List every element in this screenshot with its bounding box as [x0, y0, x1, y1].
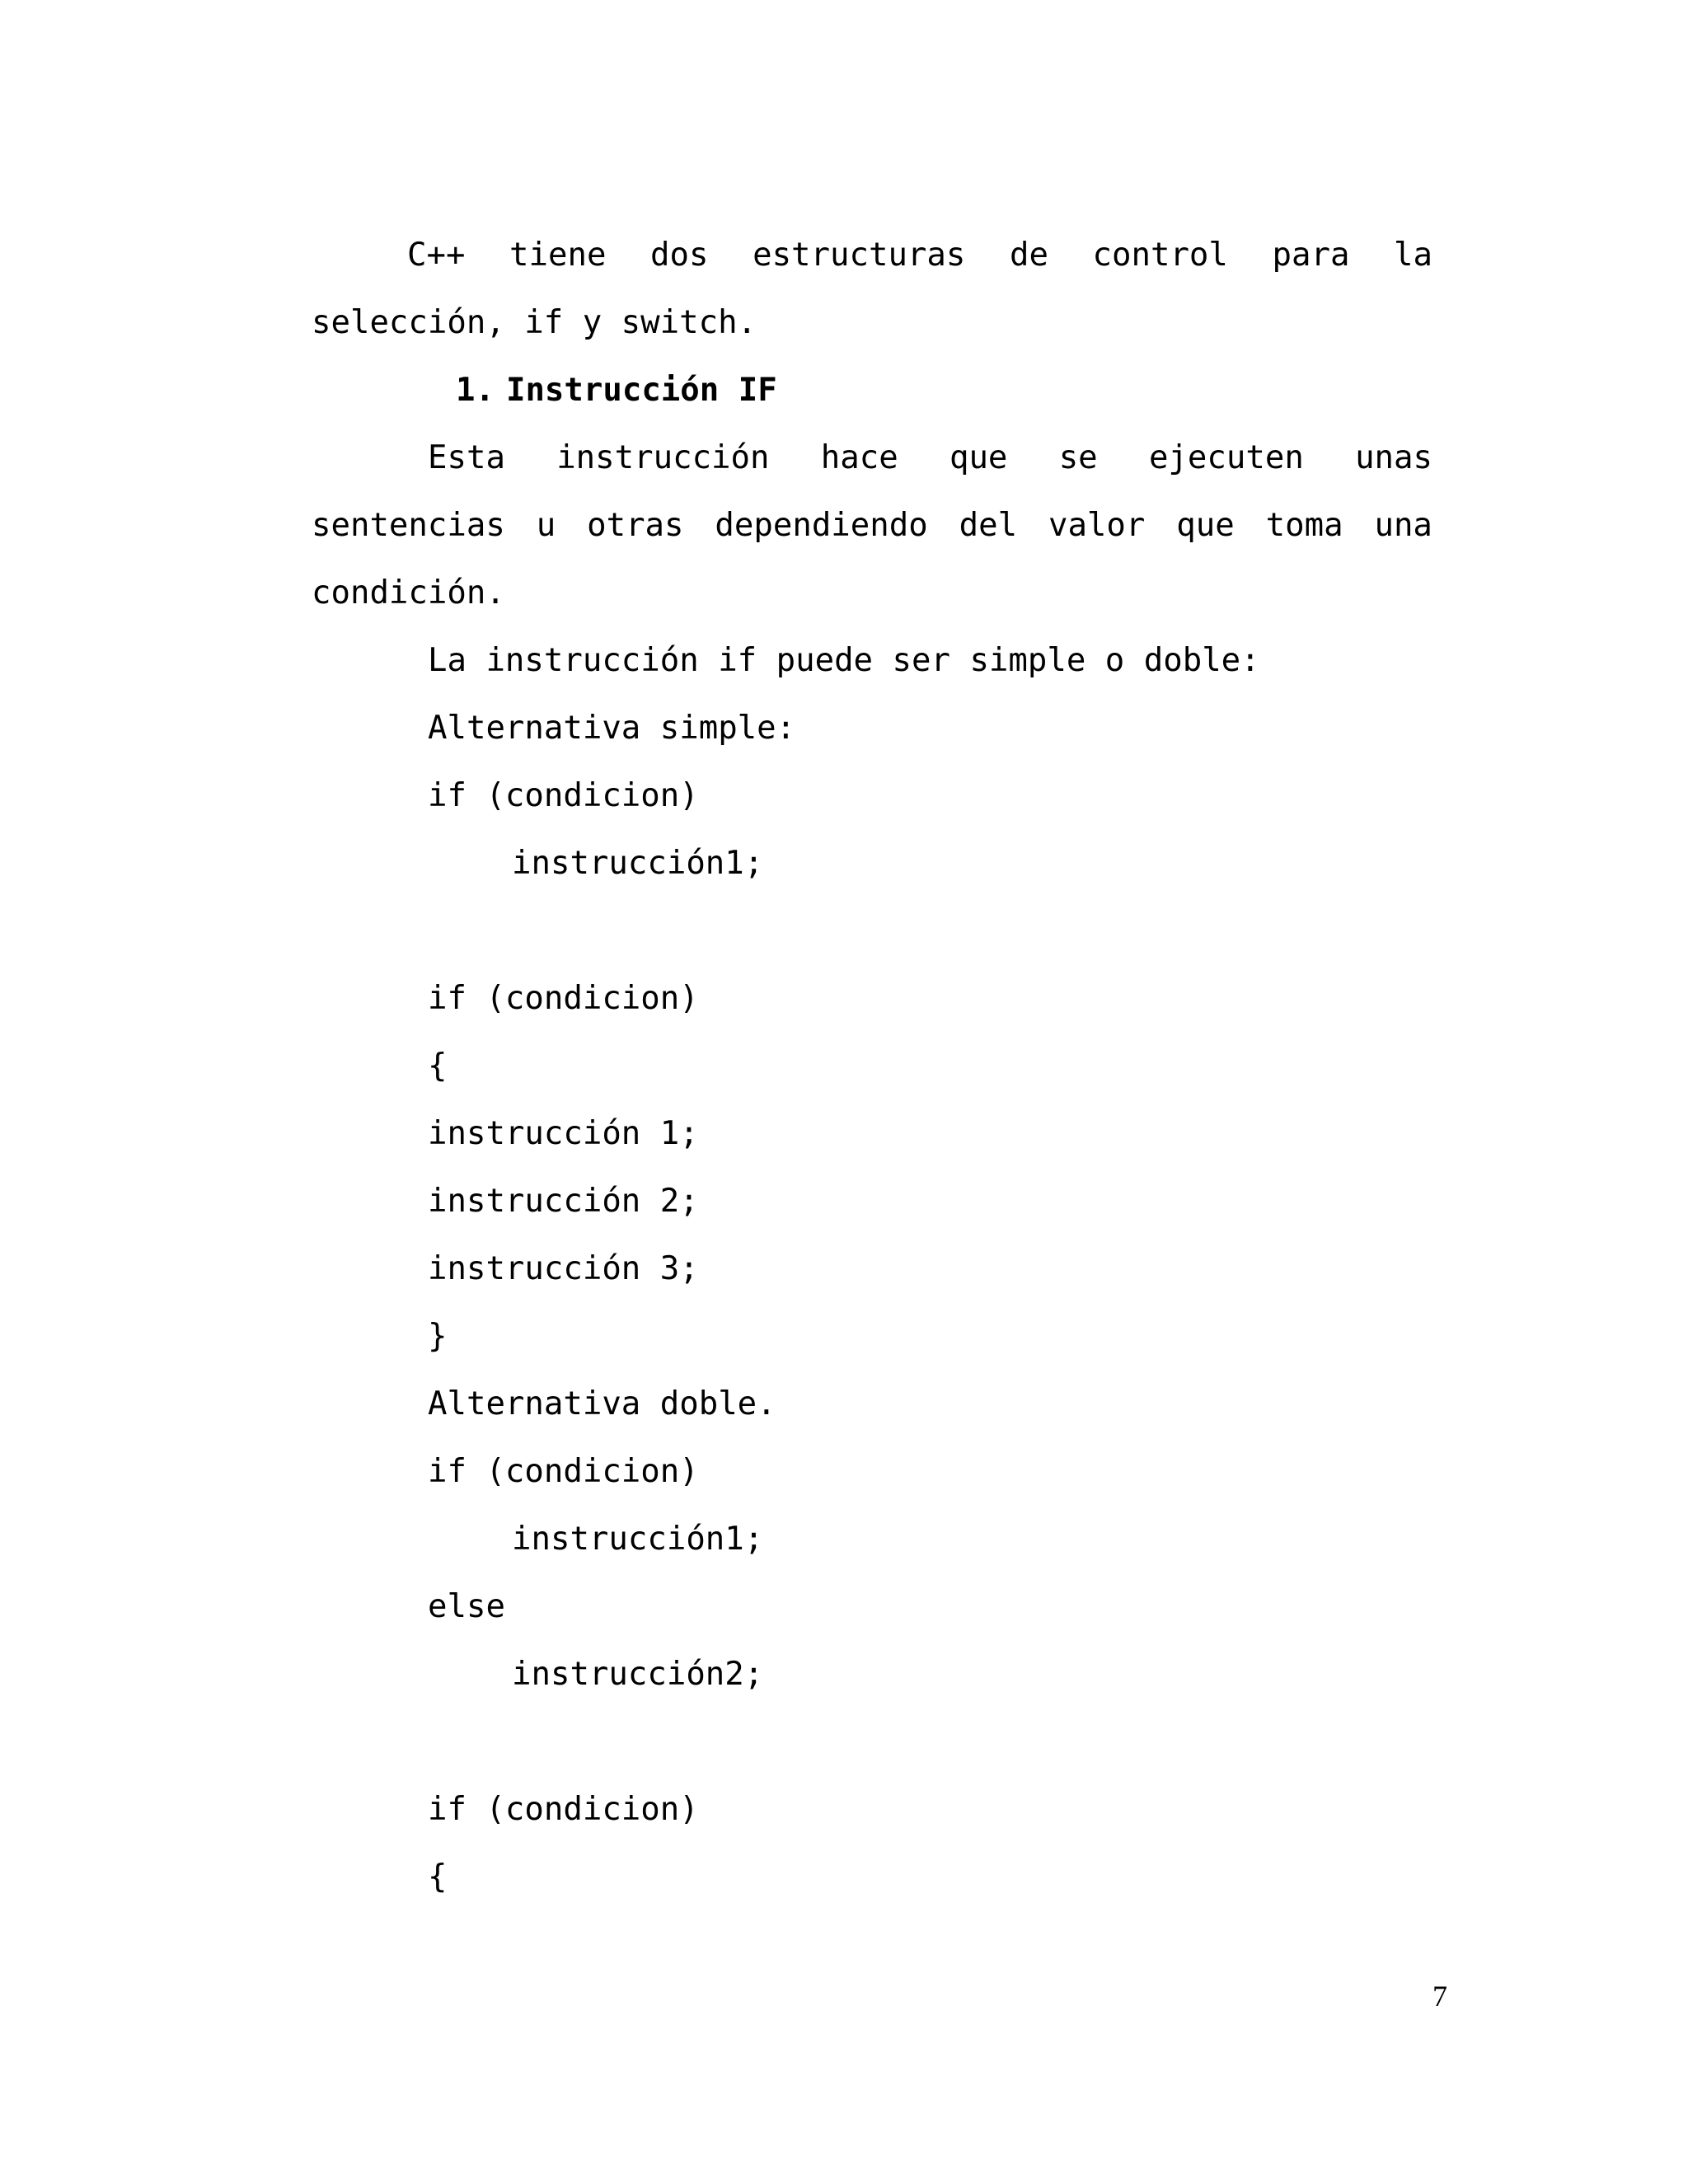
word: C++ — [407, 237, 466, 274]
word: toma — [1265, 507, 1343, 544]
code-line: instrucción 1; — [428, 1115, 699, 1152]
word: estructuras — [753, 237, 966, 274]
word: hace — [820, 439, 898, 476]
word: que — [949, 439, 1008, 476]
word: se — [1058, 439, 1098, 476]
word: que — [1176, 507, 1235, 544]
heading-number: 1. — [456, 372, 495, 409]
alt-simple-label: Alternativa simple: — [428, 710, 796, 747]
blank-line — [312, 1708, 1432, 1776]
paragraph-2-line-3: condición. — [312, 574, 505, 612]
paragraph-2-line-1 — [312, 424, 1432, 492]
word: dos — [650, 237, 709, 274]
code-line: instrucción 3; — [428, 1250, 699, 1287]
paragraph-1-line-1 — [312, 222, 1432, 289]
word: unas — [1355, 439, 1432, 476]
word: Esta — [428, 439, 505, 476]
code-line: instrucción1; — [512, 845, 764, 882]
word: instrucción — [556, 439, 770, 476]
word: de — [1009, 237, 1048, 274]
word: valor — [1048, 507, 1146, 544]
page-number: 7 — [1432, 1980, 1447, 2013]
word: otras — [587, 507, 684, 544]
word: tiene — [509, 237, 607, 274]
word: dependiendo — [715, 507, 928, 544]
code-line: if (condicion) — [428, 980, 699, 1017]
word: u — [536, 507, 556, 544]
word: para — [1272, 237, 1350, 274]
code-line: if (condicion) — [428, 1791, 699, 1828]
blank-line — [312, 898, 1432, 965]
code-line: instrucción 2; — [428, 1183, 699, 1220]
code-line: { — [428, 1858, 448, 1896]
word: del — [959, 507, 1018, 544]
code-line: instrucción2; — [512, 1656, 764, 1693]
document-body — [312, 222, 1432, 1911]
word: la — [1394, 237, 1432, 274]
paragraph-3: La instrucción if puede ser simple o doble: — [428, 642, 1260, 679]
word: control — [1092, 237, 1228, 274]
code-line: } — [428, 1318, 448, 1355]
word: ejecuten — [1148, 439, 1304, 476]
word: sentencias — [312, 507, 505, 544]
code-line: else — [428, 1588, 505, 1625]
word: una — [1374, 507, 1432, 544]
code-line: if (condicion) — [428, 1453, 699, 1490]
code-line: if (condicion) — [428, 777, 699, 814]
paragraph-2-line-2 — [312, 492, 1432, 560]
section-heading — [312, 357, 1432, 424]
code-line: { — [428, 1047, 448, 1085]
heading-text: Instrucción IF — [505, 372, 777, 409]
paragraph-1-line-2: selección, if y switch. — [312, 304, 757, 341]
code-line: instrucción1; — [512, 1521, 764, 1558]
alt-doble-label: Alternativa doble. — [428, 1385, 776, 1422]
